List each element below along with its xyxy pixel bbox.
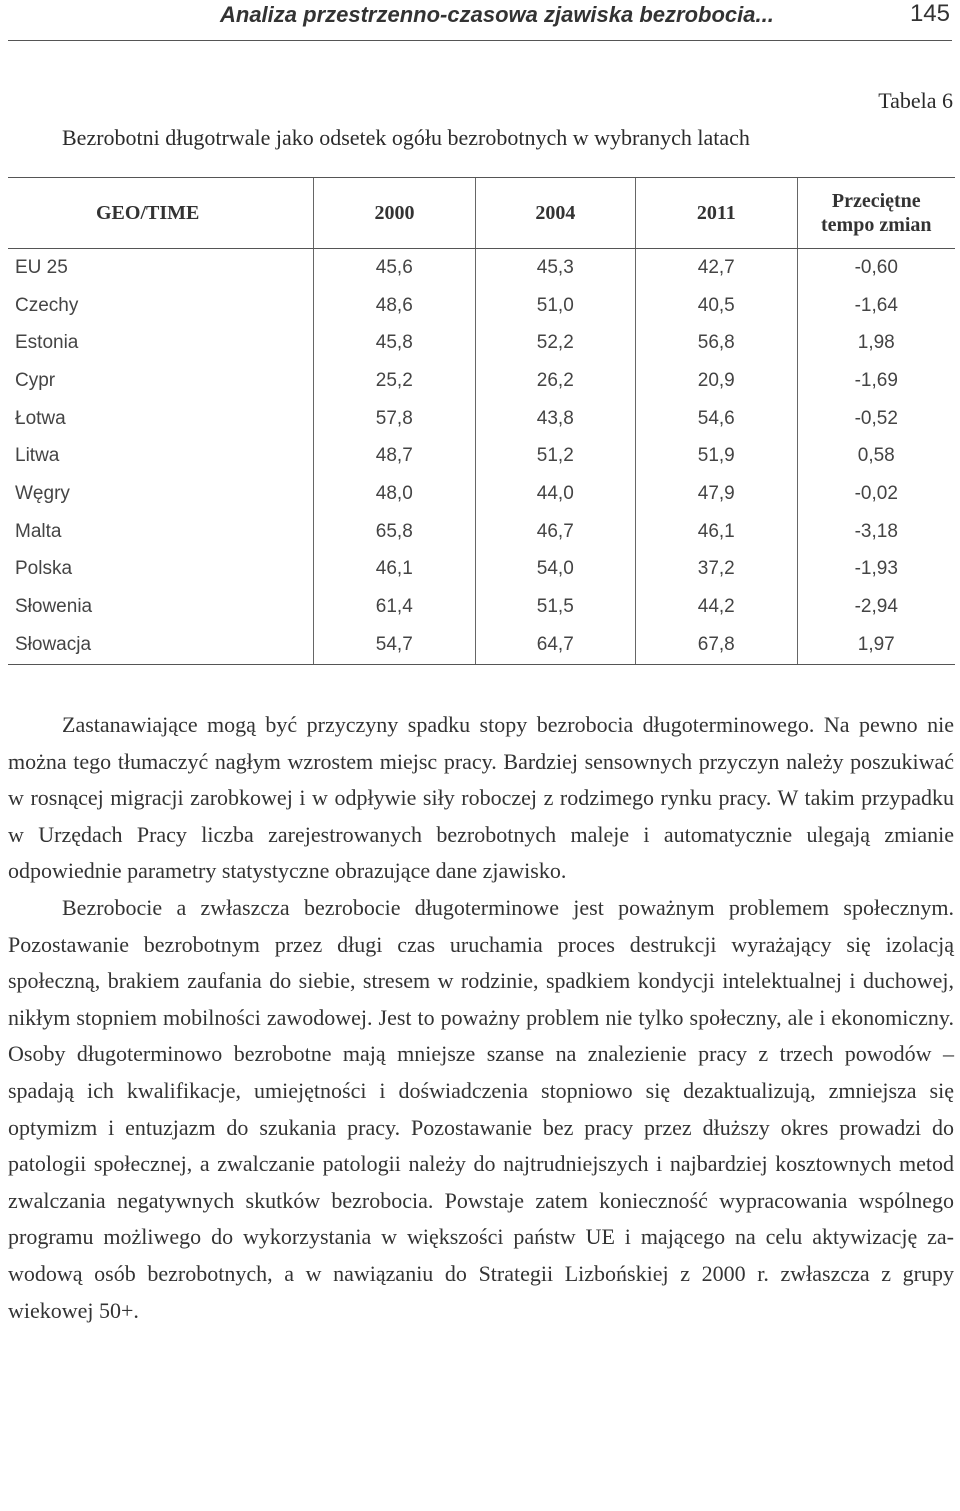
table-cell-rate: -0,02 xyxy=(854,482,898,504)
table-cell-y1: 48,0 xyxy=(314,475,475,513)
table-cell-y2: 52,2 xyxy=(476,324,636,362)
table-cell-rate: -0,52 xyxy=(854,407,898,429)
table-cell-y3: 54,6 xyxy=(636,400,797,438)
table-row xyxy=(8,475,955,513)
table-cell-y1: 48,6 xyxy=(314,287,475,325)
header-rate-line2: tempo zmian xyxy=(821,214,932,236)
body-text xyxy=(8,707,954,1329)
table-cell-geo: EU 25 xyxy=(8,249,314,287)
table-body xyxy=(8,249,955,665)
table-cell-y2: 51,0 xyxy=(476,287,636,325)
table-cell-y2: 26,2 xyxy=(476,362,636,400)
table-cell-y1: 57,8 xyxy=(314,400,475,438)
table-cell-y1: 25,2 xyxy=(314,362,475,400)
table-cell-geo: Słowacja xyxy=(8,626,314,664)
table-cell-rate: -3,18 xyxy=(854,520,898,542)
table-cell-y3: 20,9 xyxy=(636,362,797,400)
table-cell-rate: 1,97 xyxy=(857,633,895,655)
table-cell-y1: 45,8 xyxy=(314,324,475,362)
table-cell-geo: Czechy xyxy=(8,287,314,325)
table-row xyxy=(8,287,955,325)
paragraph: Bezrobocie a zwłaszcza bezrobocie długoterminowe jest poważnym problemem społecznym. Pozostawanie bezrobotnym przez długi czas uruchamia proces destrukcji wyrażający się izolacją społeczną, brakiem zaufania do siebie, stresem w rodzinie, spadkiem kondycji intelektualnej i duchowej, nikłym stopniem mobilności zawodowej. Jest to poważny problem nie tylko społeczny, ale i ekonomiczny. Osoby długoterminowo bezrobotne mają mniejsze szanse na znalezienie pracy z trzech powodów – spadają ich kwalifikacje, umiejętności i doświadczenia stopniowo się dezaktualizują, zmniejsza się optymizm i entuzjazm do szukania pracy. Pozostawanie bez pracy przez dłuższy okres prowadzi do patologii społecznej, a zwalczanie patologii należy do najtrudniejszych i najbardziej kosztownych metod zwalczania negatywnych skutków bezrobocia. Powstaje zatem konieczność wypracowania wspólnego programu możliwego do wykorzystania w większości państw UE i mającego na celu aktywizację zawodową osób bezrobotnych, a w nawiązaniu do Strategii Lizbońskiej z 2000 r. zwłaszcza z grupy wiekowej 50+. xyxy=(8,894,954,1323)
table-cell-y2: 54,0 xyxy=(476,551,636,589)
table-cell-geo: Łotwa xyxy=(8,400,314,438)
table-cell-y2: 46,7 xyxy=(476,513,636,551)
table-cell-y1: 54,7 xyxy=(314,626,475,664)
table-cell-y3: 42,7 xyxy=(636,249,797,287)
table-cell-geo: Litwa xyxy=(8,437,314,475)
table-cell-y1: 46,1 xyxy=(314,551,475,589)
table-row xyxy=(8,551,955,589)
table-caption: Bezrobotni długotrwale jako odsetek ogółu bezrobotnych w wybranych latach xyxy=(62,125,750,150)
table-cell-rate: -1,93 xyxy=(854,558,898,580)
table-cell-rate: -1,69 xyxy=(854,369,898,391)
table-row xyxy=(8,437,955,475)
table-row xyxy=(8,324,955,362)
table-cell-geo: Słowenia xyxy=(8,588,314,626)
table-cell-y1: 45,6 xyxy=(314,249,475,287)
paragraph: Zastanawiające mogą być przyczyny spadku stopy bezrobocia długoterminowego. Na pewno nie można tego tłumaczyć nagłym wzrostem miejsc pracy. Bardziej sensownych przyczyn należy poszukiwać w rosnącej migracji zarobkowej i w odpływie siły roboczej z rodzimego rynku pracy. W takim przypadku w Urzędach Pracy liczba zarejestrowanych bezrobotnych maleje i automatycznie ulegają zmianie odpowiednie parametry statystyczne obrazujące dane zjawisko. xyxy=(8,712,954,884)
header-year-2011: 2011 xyxy=(636,178,797,248)
table-cell-y3: 44,2 xyxy=(636,588,797,626)
table-row xyxy=(8,362,955,400)
table-cell-y2: 44,0 xyxy=(476,475,636,513)
table-row xyxy=(8,249,955,287)
page-number: 145 xyxy=(909,0,950,27)
table-cell-geo: Estonia xyxy=(8,324,314,362)
table-cell-rate: -2,94 xyxy=(854,596,898,618)
table-cell-y2: 64,7 xyxy=(476,626,636,664)
table-cell-y2: 43,8 xyxy=(476,400,636,438)
table-cell-y3: 40,5 xyxy=(636,287,797,325)
table-cell-rate: -1,64 xyxy=(854,294,898,316)
table-cell-y3: 46,1 xyxy=(636,513,797,551)
table-row xyxy=(8,588,955,626)
table-cell-y2: 51,5 xyxy=(476,588,636,626)
table-cell-y1: 48,7 xyxy=(314,437,475,475)
table-cell-y3: 67,8 xyxy=(636,626,797,664)
table-row xyxy=(8,513,955,551)
header-year-2004: 2004 xyxy=(476,178,636,248)
table-row xyxy=(8,400,955,438)
data-table xyxy=(8,177,955,665)
table-cell-y3: 47,9 xyxy=(636,475,797,513)
table-cell-geo: Cypr xyxy=(8,362,314,400)
table-cell-y1: 65,8 xyxy=(314,513,475,551)
table-cell-rate: 0,58 xyxy=(857,445,895,467)
header-rate-line1: Przeciętne xyxy=(831,190,921,212)
table-header-row xyxy=(8,177,955,249)
header-geo: GEO/TIME xyxy=(8,178,314,248)
header-rate xyxy=(798,178,955,248)
table-cell-y2: 45,3 xyxy=(476,249,636,287)
table-cell-y2: 51,2 xyxy=(476,437,636,475)
table-cell-geo: Malta xyxy=(8,513,314,551)
running-title: Analiza przestrzenno-czasowa zjawiska bezrobocia... xyxy=(220,2,774,27)
running-header xyxy=(8,0,952,41)
header-year-2000: 2000 xyxy=(314,178,475,248)
table-cell-rate: 1,98 xyxy=(857,332,895,354)
table-cell-y3: 51,9 xyxy=(636,437,797,475)
table-cell-y1: 61,4 xyxy=(314,588,475,626)
table-label: Tabela 6 xyxy=(878,88,953,113)
table-row xyxy=(8,626,955,664)
table-cell-geo: Węgry xyxy=(8,475,314,513)
table-cell-y3: 37,2 xyxy=(636,551,797,589)
table-cell-rate: -0,60 xyxy=(854,256,898,278)
table-cell-geo: Polska xyxy=(8,551,314,589)
table-cell-y3: 56,8 xyxy=(636,324,797,362)
